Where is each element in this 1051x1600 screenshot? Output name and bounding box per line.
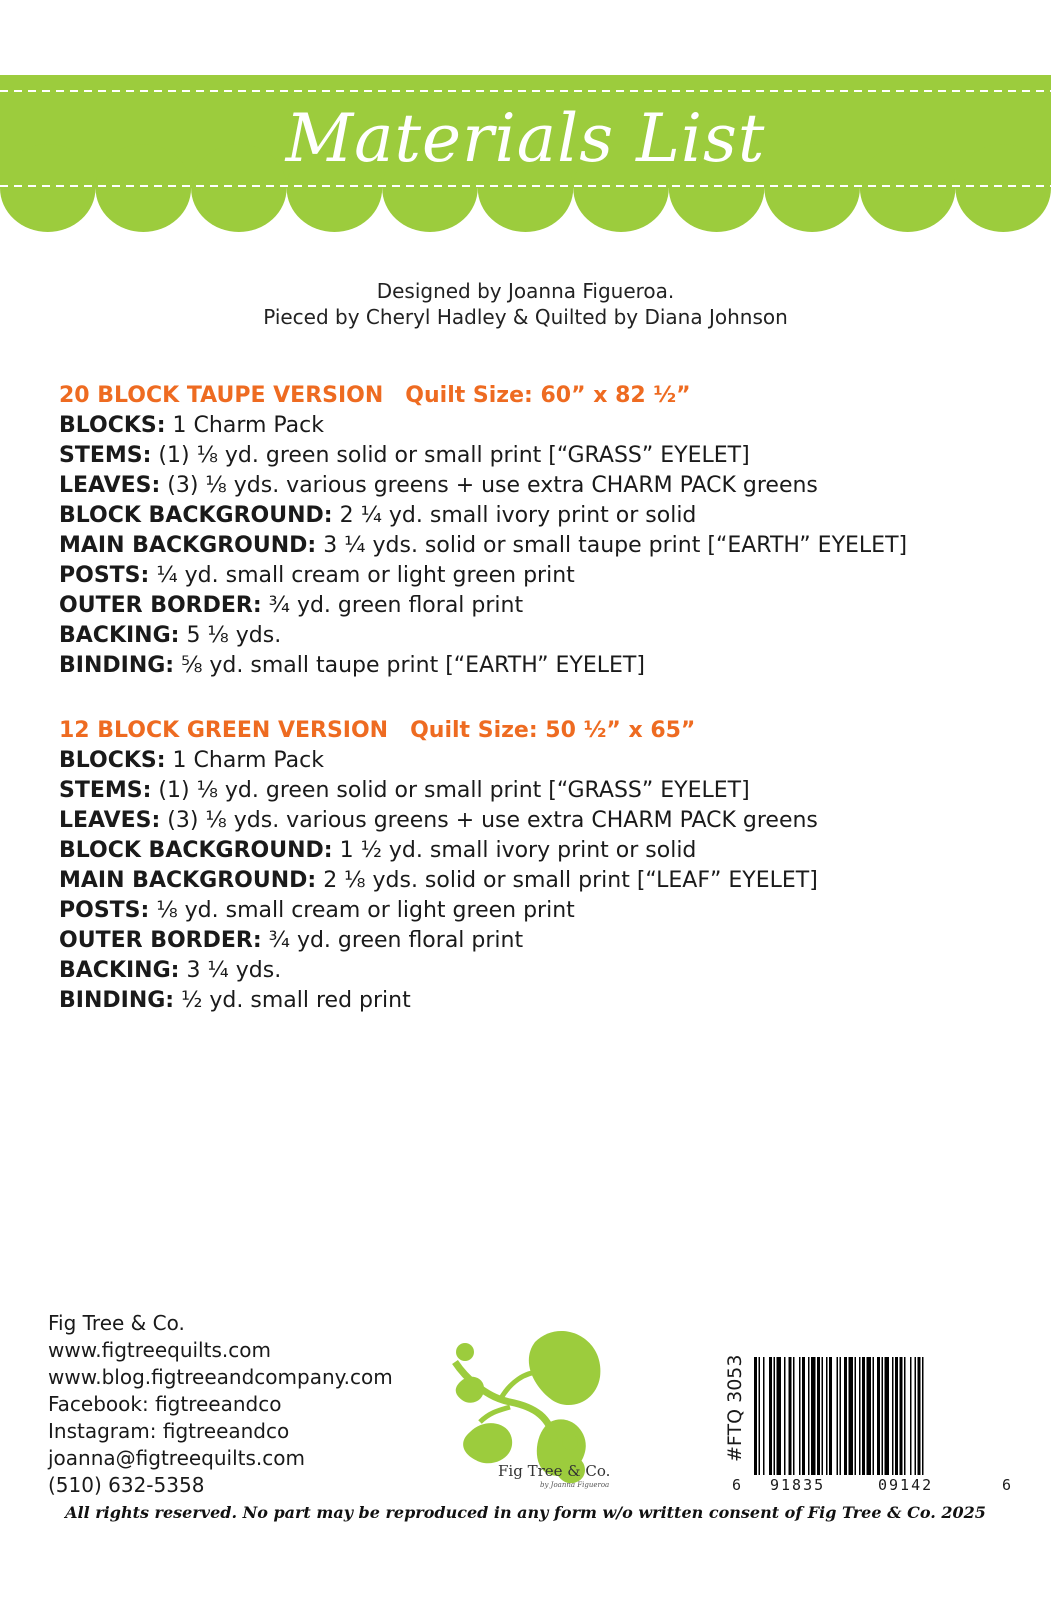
materials-list [59, 746, 1019, 1016]
material-item [59, 441, 1019, 471]
material-label: OUTER BORDER: [59, 593, 262, 618]
barcode-digit-first: 6 [732, 1476, 742, 1494]
material-item [59, 411, 1019, 441]
material-description: (1) ⅛ yd. green solid or small print [“GRASS” EYELET] [151, 778, 750, 803]
material-label: MAIN BACKGROUND: [59, 533, 317, 558]
material-label: LEAVES: [59, 473, 161, 498]
version-title: 12 BLOCK GREEN VERSION [59, 718, 389, 743]
material-description: ½ yd. small red print [174, 988, 411, 1013]
material-item [59, 806, 1019, 836]
material-description: ¼ yd. small cream or light green print [149, 563, 575, 588]
barcode-digits-right: 09142 [878, 1476, 934, 1494]
material-label: BLOCK BACKGROUND: [59, 838, 333, 863]
material-item [59, 561, 1019, 591]
material-label: STEMS: [59, 778, 152, 803]
website-link: www.figtreequilts.com [48, 1338, 271, 1362]
barcode-digit-last: 6 [1002, 1476, 1012, 1494]
material-item [59, 471, 1019, 501]
pieced-quilted-credit: Pieced by Cheryl Hadley & Quilted by Diana Johnson [263, 305, 788, 329]
material-description: ⅛ yd. small cream or light green print [149, 898, 575, 923]
version-title: 20 BLOCK TAUPE VERSION [59, 383, 384, 408]
quilt-size: Quilt Size: 50 ½” x 65” [410, 718, 696, 743]
material-label: BLOCKS: [59, 748, 166, 773]
material-item [59, 531, 1019, 561]
material-description: 2 ⅛ yds. solid or small print [“LEAF” EYELET] [316, 868, 818, 893]
material-label: POSTS: [59, 898, 150, 923]
material-item [59, 836, 1019, 866]
material-item [59, 986, 1019, 1016]
facebook-handle: Facebook: figtreeandco [48, 1392, 282, 1416]
material-item [59, 926, 1019, 956]
material-item [59, 956, 1019, 986]
logo-tagline: by Joanna Figueroa [540, 1481, 610, 1489]
material-item [59, 866, 1019, 896]
material-label: OUTER BORDER: [59, 928, 262, 953]
blog-link: www.blog.figtreeandcompany.com [48, 1365, 393, 1389]
company-name: Fig Tree & Co. [48, 1311, 185, 1335]
contact-info [48, 1310, 393, 1499]
material-description: (1) ⅛ yd. green solid or small print [“GRASS” EYELET] [151, 443, 750, 468]
material-label: BACKING: [59, 623, 180, 648]
material-description: 2 ¼ yd. small ivory print or solid [332, 503, 697, 528]
material-item [59, 746, 1019, 776]
material-item [59, 896, 1019, 926]
material-item [59, 501, 1019, 531]
material-description: ¾ yd. green floral print [261, 928, 524, 953]
material-description: ⅝ yd. small taupe print [“EARTH” EYELET] [174, 653, 645, 678]
material-description: (3) ⅛ yds. various greens + use extra CHARM PACK greens [160, 473, 818, 498]
materials-list [59, 411, 1019, 681]
barcode-icon [754, 1357, 1000, 1475]
material-label: LEAVES: [59, 808, 161, 833]
material-description: 1 ½ yd. small ivory print or solid [332, 838, 697, 863]
instagram-handle: Instagram: figtreeandco [48, 1419, 290, 1443]
green-version-section [59, 716, 1019, 1016]
designer-credit: Designed by Joanna Figueroa. [376, 279, 675, 303]
material-item [59, 776, 1019, 806]
material-description: 3 ¼ yds. solid or small taupe print [“EARTH” EYELET] [316, 533, 908, 558]
header-banner [0, 0, 1051, 250]
material-description: 3 ¼ yds. [179, 958, 282, 983]
credits [0, 278, 1051, 330]
phone-number: (510) 632-5358 [48, 1473, 205, 1497]
material-label: BLOCKS: [59, 413, 166, 438]
material-label: POSTS: [59, 563, 150, 588]
copyright-notice: All rights reserved. No part may be reproduced in any form w/o written consent of Fig Tree & Co. 2025 [65, 1503, 986, 1522]
quilt-size: Quilt Size: 60” x 82 ½” [405, 383, 691, 408]
material-description: 1 Charm Pack [165, 413, 324, 438]
material-item [59, 621, 1019, 651]
section-heading [59, 381, 1019, 411]
material-label: STEMS: [59, 443, 152, 468]
material-label: BACKING: [59, 958, 180, 983]
page-title: Materials List [285, 100, 766, 177]
section-heading [59, 716, 1019, 746]
material-label: BINDING: [59, 653, 175, 678]
material-item [59, 591, 1019, 621]
material-item [59, 651, 1019, 681]
material-description: 1 Charm Pack [165, 748, 324, 773]
product-sku: #FTQ 3053 [724, 1354, 746, 1462]
barcode-digits-left: 91835 [770, 1476, 826, 1494]
taupe-version-section [59, 381, 1019, 681]
material-description: ¾ yd. green floral print [261, 593, 524, 618]
email-address: joanna@figtreequilts.com [48, 1446, 306, 1470]
logo-wordmark: Fig Tree & Co. [498, 1462, 611, 1480]
material-description: 5 ⅛ yds. [179, 623, 282, 648]
material-label: BLOCK BACKGROUND: [59, 503, 333, 528]
material-description: (3) ⅛ yds. various greens + use extra CHARM PACK greens [160, 808, 818, 833]
material-label: MAIN BACKGROUND: [59, 868, 317, 893]
material-label: BINDING: [59, 988, 175, 1013]
